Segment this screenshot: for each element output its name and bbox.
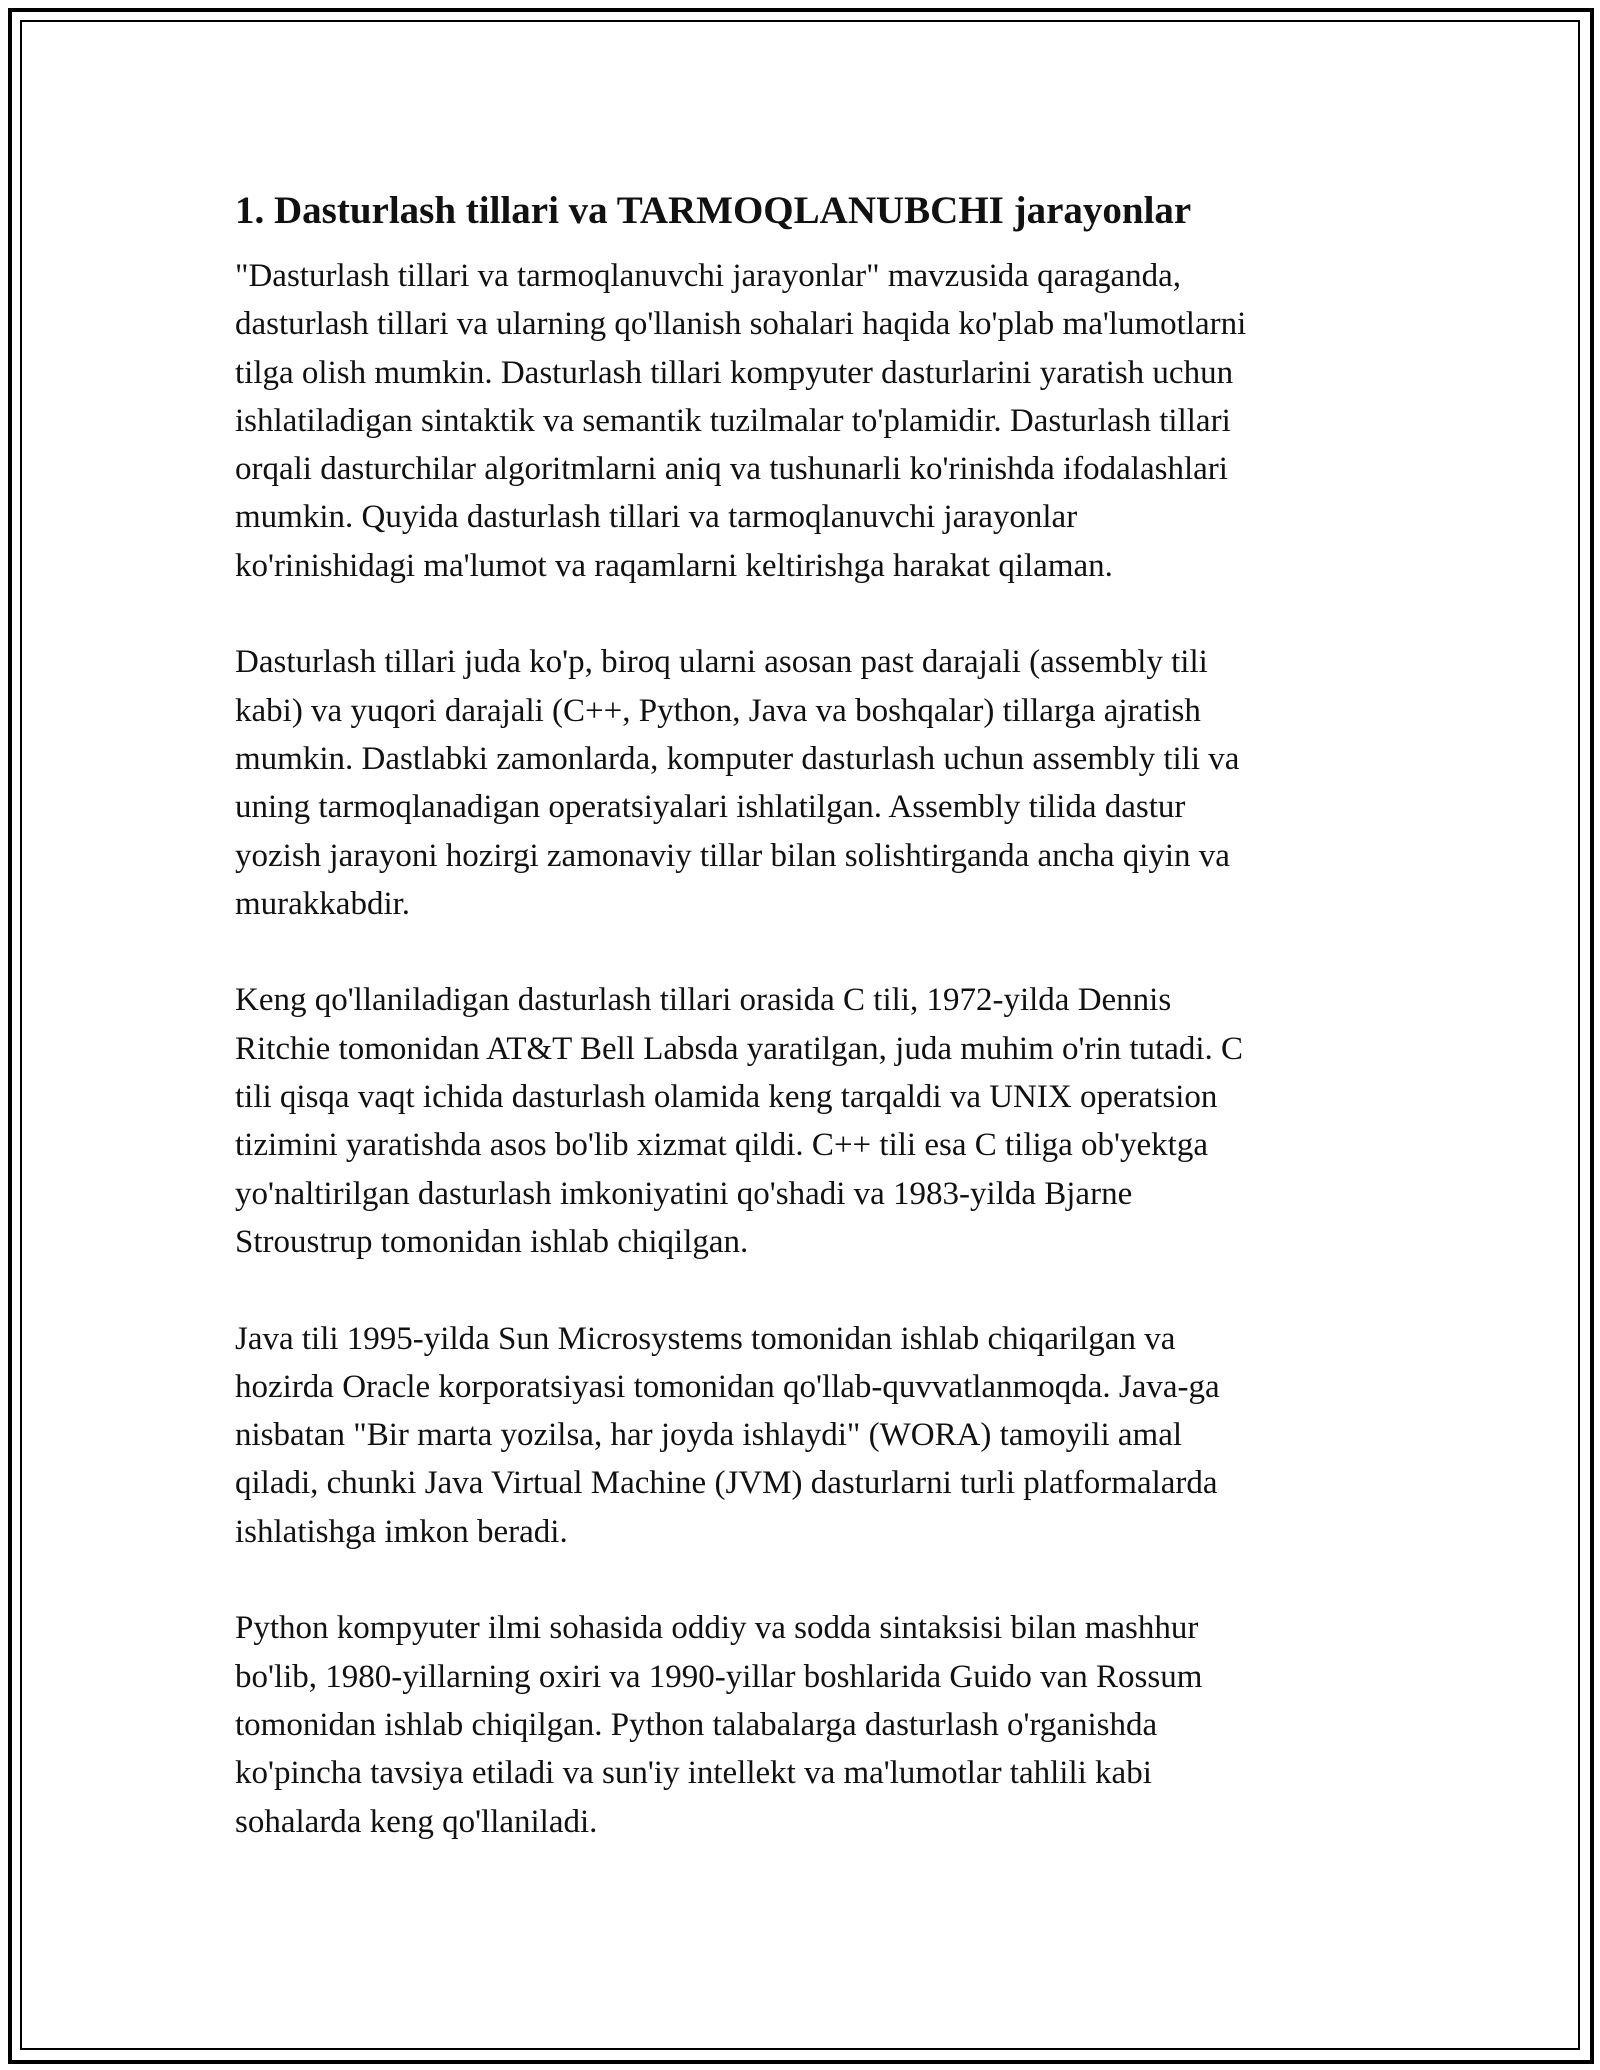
paragraph-3 [235,976,1365,1266]
paragraph-line: uning tarmoqlanadigan operatsiyalari ishlatilgan. Assembly tilida dastur [235,789,1186,826]
paragraph-line: hozirda Oracle korporatsiyasi tomonidan qo'llab-quvvatlanmoqda. Java-ga [235,1368,1220,1405]
paragraph-line: tomonidan ishlab chiqilgan. Python talabalarga dasturlash o'rganishda [235,1706,1158,1743]
paragraph-line: ko'rinishidagi ma'lumot va raqamlarni keltirishga harakat qilaman. [235,547,1113,584]
paragraph-line: Stroustrup tomonidan ishlab chiqilgan. [235,1223,749,1260]
paragraph-line: "Dasturlash tillari va tarmoqlanuvchi jarayonlar" mavzusida qaraganda, [235,258,1182,294]
paragraph-line: mumkin. Dastlabki zamonlarda, komputer dasturlash uchun assembly tili va [235,740,1240,777]
paragraph-line: Ritchie tomonidan AT&T Bell Labsda yaratilgan, juda muhim o'rin tutadi. C [235,1030,1244,1067]
paragraph-line: yo'naltirilgan dasturlash imkoniyatini qo'shadi va 1983-yilda Bjarne [235,1175,1133,1212]
paragraph-line: nisbatan "Bir marta yozilsa, har joyda ishlaydi" (WORA) tamoyili amal [235,1417,1183,1454]
document-title: 1. Dasturlash tillari va TARMOQLANUBCHI jarayonlar [235,189,1192,232]
paragraph-line: sohalarda keng qo'llaniladi. [235,1803,598,1840]
paragraph-line: Java tili 1995-yilda Sun Microsystems tomonidan ishlab chiqarilgan va [235,1320,1176,1357]
paragraph-line: murakkabdir. [235,885,411,922]
paragraph-line: bo'lib, 1980-yillarning oxiri va 1990-yillar boshlarida Guido van Rossum [235,1658,1203,1695]
paragraph-line: ishlatishga imkon beradi. [235,1513,568,1550]
paragraph-line: yozish jarayoni hozirgi zamonaviy tillar bilan solishtirganda ancha qiyin va [235,837,1230,874]
paragraph-line: orqali dasturchilar algoritmlarni aniq va tushunarli ko'rinishda ifodalashlari [235,451,1228,488]
paragraph-line: Python kompyuter ilmi sohasida oddiy va sodda sintaksisi bilan mashhur [235,1610,1199,1647]
paragraph-line: ishlatiladigan sintaktik va semantik tuzilmalar to'plamidir. Dasturlash tillari [235,402,1231,439]
paragraph-line: qiladi, chunki Java Virtual Machine (JVM) dasturlarni turli platformalarda [235,1465,1218,1502]
paragraph-line: tizimini yaratishda asos bo'lib xizmat qildi. C++ tili esa C tiliga ob'yektga [235,1127,1208,1164]
paragraph-line: kabi) va yuqori darajali (C++, Python, Java va boshqalar) tillarga ajratish [235,692,1201,729]
paragraph-line: Dasturlash tillari juda ko'p, biroq ularni asosan past darajali (assembly tili [235,644,1208,681]
paragraph-line: ko'pincha tavsiya etiladi va sun'iy intellekt va ma'lumotlar tahlili kabi [235,1755,1152,1792]
document-body [235,186,1365,1894]
paragraph-1 [235,252,1365,590]
paragraph-line: tili qisqa vaqt ichida dasturlash olamida keng tarqaldi va UNIX operatsion [235,1079,1218,1116]
paragraph-4 [235,1315,1365,1556]
paragraph-5 [235,1604,1365,1845]
paragraph-line: tilga olish mumkin. Dasturlash tillari kompyuter dasturlarini yaratish uchun [235,354,1234,391]
paragraph-line: Keng qo'llaniladigan dasturlash tillari orasida C tili, 1972-yilda Dennis [235,982,1172,1019]
paragraph-line: mumkin. Quyida dasturlash tillari va tarmoqlanuvchi jarayonlar [235,499,1078,536]
paragraph-line: dasturlash tillari va ularning qo'llanish sohalari haqida ko'plab ma'lumotlarni [235,306,1247,343]
paragraph-2 [235,638,1365,928]
